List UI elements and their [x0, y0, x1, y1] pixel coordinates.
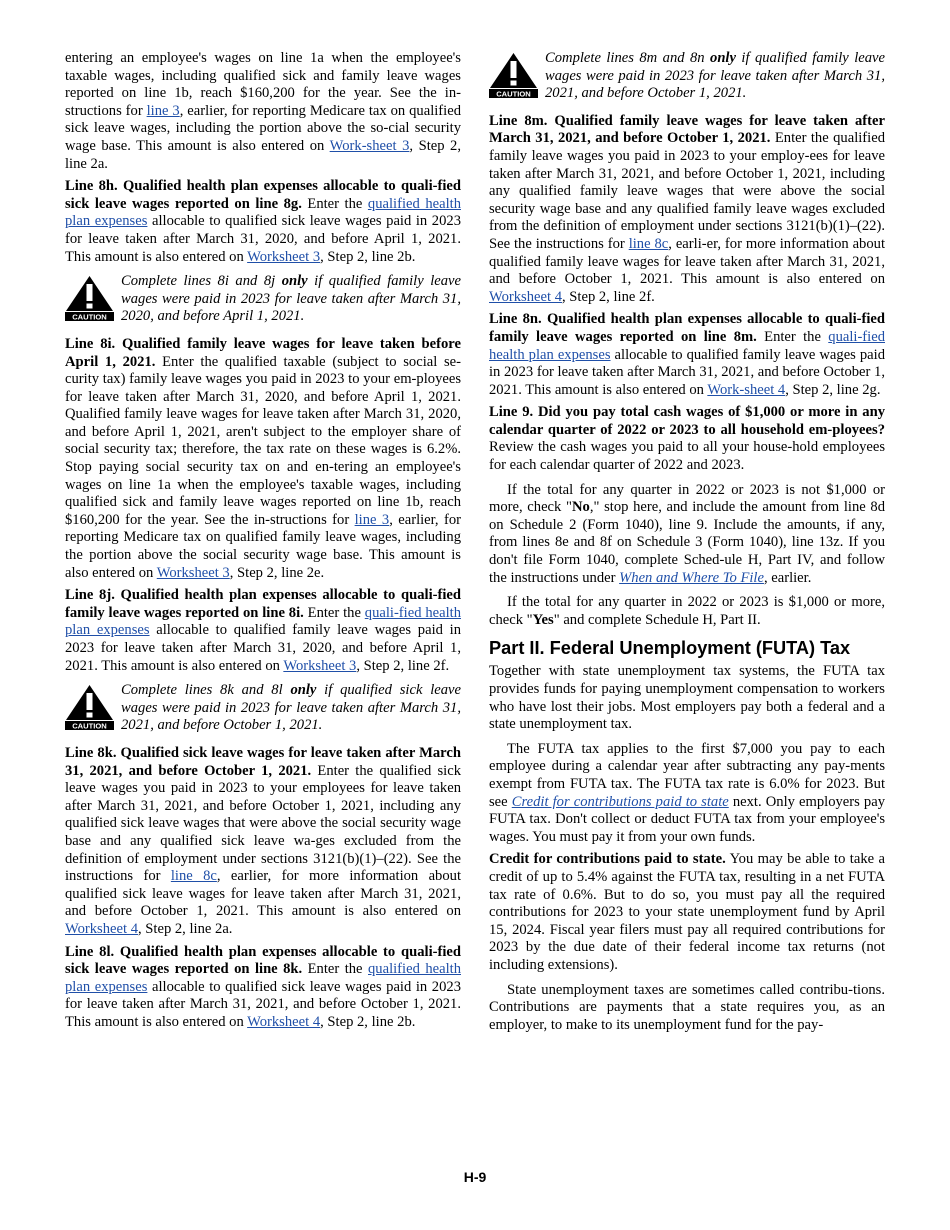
- page-number: H-9: [463, 1169, 487, 1185]
- caution-box: [65, 273, 461, 326]
- link-worksheet-4[interactable]: Worksheet 4: [489, 288, 562, 305]
- heading-line-8j: Line 8j. Qualified health plan expenses allocable to quali-fied family leave wages reported on line 8i.: [65, 587, 461, 621]
- paragraph-line-8h: Line 8h. Qualified health plan expenses allocable to quali-fied sick leave wages reported on line 8g. Enter the qualified health plan expenses allocable to qualified sick leave wages paid in 2023 for leave taken after March 31, 2020, and before April 1, 2021. This amount is also entered on Worksheet 3, Step 2, line 2b.: [65, 178, 461, 265]
- left-column: [65, 50, 461, 1036]
- paragraph-line-8i: Line 8i. Qualified family leave wages for leave taken before April 1, 2021. Enter the qualified taxable (subject to social se-curity tax) family leave wages you paid in 2023 to your em-ployees for leave taken after March 31, 2020, and before April 1, 2021. Qualified family leave wages for leave taken after March 31, 2020, and before April 1, 2021, aren't subject to the employer share of social security tax; therefore, the tax rate on these wages is 6.2%. Stop paying social security tax on and en-tering an employee's wages on line 1a when the employee's taxable wages, including qualified sick and family leave wages reported on line 1b, reach $160,200 for the year. See the in-structions for line 3, earlier, for reporting Medicare tax on qualified family leave wages, including the portion above the social security wage base. This amount is also entered on Worksheet 3, Step 2, line 2e.: [65, 335, 462, 581]
- paragraph-line-8k: Line 8k. Qualified sick leave wages for leave taken after March 31, 2021, and before October 1, 2021. Enter the qualified sick leave wages you paid in 2023 to your employees for leave taken after March 31, 2021, and before October 1, 2021, including any qualified sick leave wages that were above the social security wage base and any qualified sick leave wa-ges excluded from the definition of employment under sections 3121(b)(1)–(22). See the instructions for line 8c, earlier, for more information about qualified sick leave wages for leave taken after March 31, 2021, and before October 1, 2021. This amount is also entered on Worksheet 4, Step 2, line 2a.: [65, 744, 462, 937]
- link-credit-for-contributions[interactable]: Credit for contributions paid to state: [511, 793, 729, 810]
- paragraph-line-8m: Line 8m. Qualified family leave wages for leave taken after March 31, 2021, and before October 1, 2021. Enter the qualified family leave wages you paid in 2023 to your employ-ees for leave taken after March 31, 2021, and before October 1, 2021, including any qualified family leave wages that were above the social security wage base and any qualified family leave wages excluded from the definition of employment under sections 3121(b)(1)–(22). See the instructions for line 8c, earli-er, for more information about qualified family leave wages for leave taken after March 31, 2021, and before October 1, 2021. This amount is also entered on Worksheet 4, Step 2, line 2f.: [489, 112, 885, 305]
- right-column: [489, 50, 885, 1039]
- paragraph-credit-for-contributions: Credit for contributions paid to state. You may be able to take a credit of up to 5.4% against the FUTA tax, resulting in a net FUTA tax rate of 0.6%. But to do so, you must pay all the required contributions for 2023 to your state unemployment fund by April 15, 2024. Fiscal year filers must pay all required contributions for 2023 by the due date of their federal income tax returns (not including extensions).: [489, 851, 885, 973]
- paragraph-line-9-yes: If the total for any quarter in 2022 or 2023 is $1,000 or more, check "Yes" and complete Schedule H, Part II.: [489, 594, 885, 628]
- heading-line-8m: Line 8m. Qualified family leave wages for leave taken after March 31, 2021, and before October 1, 2021.: [489, 112, 885, 147]
- link-worksheet-3[interactable]: Worksheet 3: [283, 657, 357, 674]
- caution-text: Complete lines 8k and 8l only if qualified sick leave wages were paid in 2023 for leave taken after March 31, 2021, and before October 1, 2021.: [121, 682, 461, 734]
- paragraph-futa-intro: Together with state unemployment tax systems, the FUTA tax provides funds for paying unemployment compensation to workers who have lost their jobs. Most employers pay both a federal and a state unemployment tax.: [489, 663, 885, 733]
- heading-line-8h: Line 8h. Qualified health plan expenses allocable to quali-fied sick leave wages reported on line 8g.: [65, 178, 461, 212]
- paragraph-line-8j: Line 8j. Qualified health plan expenses allocable to quali-fied family leave wages reported on line 8i. Enter the quali-fied health plan expenses allocable to qualified family leave wages paid in 2023 for leave taken after March 31, 2020, and before April 1, 2021. This amount is also entered on Worksheet 3, Step 2, line 2f.: [65, 587, 461, 674]
- link-qualified-health-plan-expenses[interactable]: quali-fied health plan expenses: [65, 604, 461, 639]
- link-worksheet-3[interactable]: Worksheet 3: [156, 564, 230, 581]
- paragraph-line-9-no: If the total for any quarter in 2022 or 2023 is not $1,000 or more, check "No," stop here, and include the amount from line 8d on Schedule 2 (Form 1040), line 9. Include the amounts, if any, from lines 8e and 8f on Schedule 3 (Form 1040), line 13z. If you don't file Form 1040, complete Sched-ule H, Part IV, and follow the instructions under When and Where To File, earlier.: [489, 481, 885, 586]
- caution-box: [489, 50, 885, 103]
- link-line-8c[interactable]: line 8c: [170, 868, 217, 885]
- link-qualified-health-plan-expenses[interactable]: quali-fied health plan expenses: [489, 328, 885, 363]
- caution-text: Complete lines 8i and 8j only if qualified family leave wages were paid in 2023 for leave taken after March 31, 2020, and before April 1, 2021.: [121, 273, 461, 325]
- caution-icon: [489, 52, 538, 98]
- caution-label: CAUTION: [72, 721, 107, 731]
- link-worksheet-3[interactable]: Worksheet 3: [247, 248, 321, 265]
- heading-credit-for-contributions: Credit for contributions paid to state.: [489, 851, 726, 868]
- paragraph-line-8n: Line 8n. Qualified health plan expenses allocable to quali-fied family leave wages reported on line 8m. Enter the quali-fied health plan expenses allocable to qualified family leave wages paid in 2023 for leave taken after March 31, 2021, and before October 1, 2021. This amount is also entered on Work-sheet 4, Step 2, line 2g.: [489, 311, 886, 398]
- link-line-3[interactable]: line 3: [146, 102, 180, 119]
- link-worksheet-3[interactable]: Work-sheet 3: [329, 137, 410, 154]
- link-qualified-health-plan-expenses[interactable]: qualified health plan expenses: [65, 961, 461, 995]
- paragraph-line-8l: Line 8l. Qualified health plan expenses allocable to quali-fied sick leave wages reported on line 8k. Enter the qualified health plan expenses allocable to qualified sick leave wages paid in 2023 for leave taken after March 31, 2021, and before October 1, 2021. This amount is also entered on Worksheet 4, Step 2, line 2b.: [65, 943, 461, 1030]
- caution-label: CAUTION: [496, 89, 531, 98]
- link-line-8c[interactable]: line 8c: [628, 235, 669, 252]
- caution-text: Complete lines 8m and 8n only if qualified family leave wages were paid in 2023 for leave taken after March 31, 2021, and before October 1, 2021.: [545, 50, 885, 102]
- paragraph-line-9: Line 9. Did you pay total cash wages of $1,000 or more in any calendar quarter of 2022 or 2023 to all household em-ployees? Review the cash wages you paid to all your house-hold employees for each calendar quarter of 2022 and 2023.: [489, 404, 885, 474]
- paragraph-state-unemployment: State unemployment taxes are sometimes called contribu-tions. Contributions are payments that a state requires you, as an employer, to make to its unemployment fund for the pay-: [489, 981, 885, 1033]
- section-heading-part-ii: Part II. Federal Unemployment (FUTA) Tax: [489, 638, 851, 659]
- heading-line-8i: Line 8i. Qualified family leave wages for leave taken before April 1, 2021.: [65, 335, 461, 370]
- heading-line-9: Line 9. Did you pay total cash wages of $1,000 or more in any calendar quarter of 2022 or 2023 to all household em-ployees?: [489, 404, 885, 438]
- caution-icon: [65, 684, 114, 730]
- link-line-3[interactable]: line 3: [354, 511, 390, 528]
- caution-label: CAUTION: [72, 312, 107, 322]
- link-worksheet-4[interactable]: Worksheet 4: [65, 920, 138, 937]
- paragraph-continuation: entering an employee's wages on line 1a when the employee's taxable wages, including qualified sick and family leave wages reported on line 1b, reach $160,200 for the year. See the in-structions for line 3, earlier, for reporting Medicare tax on qualified sick leave wages, including the portion above the so-cial security wage base. This amount is also entered on Work-sheet 3, Step 2, line 2a.: [65, 50, 462, 172]
- heading-line-8k: Line 8k. Qualified sick leave wages for leave taken after March 31, 2021, and before October 1, 2021.: [65, 744, 461, 779]
- paragraph-futa-rate: The FUTA tax applies to the first $7,000 you pay to each employee during a calendar year after subtracting any pay-ments exempt from FUTA tax. The FUTA tax rate is 6.0% for 2023. But see Credit for contributions paid to state next. Only employers pay FUTA tax. Don't collect or deduct FUTA tax from your employee's wages. You must pay it from your own funds.: [489, 740, 885, 845]
- caution-box: [65, 682, 461, 735]
- link-when-and-where-to-file[interactable]: When and Where To File: [619, 569, 764, 586]
- caution-icon: [65, 275, 114, 321]
- heading-line-8l: Line 8l. Qualified health plan expenses allocable to quali-fied sick leave wages reported on line 8k.: [65, 943, 461, 978]
- link-worksheet-4[interactable]: Worksheet 4: [247, 1013, 321, 1030]
- link-qualified-health-plan-expenses[interactable]: qualified health plan expenses: [65, 195, 461, 230]
- link-worksheet-4[interactable]: Work-sheet 4: [707, 381, 786, 398]
- heading-line-8n: Line 8n. Qualified health plan expenses allocable to quali-fied family leave wages reported on line 8m.: [489, 311, 885, 345]
